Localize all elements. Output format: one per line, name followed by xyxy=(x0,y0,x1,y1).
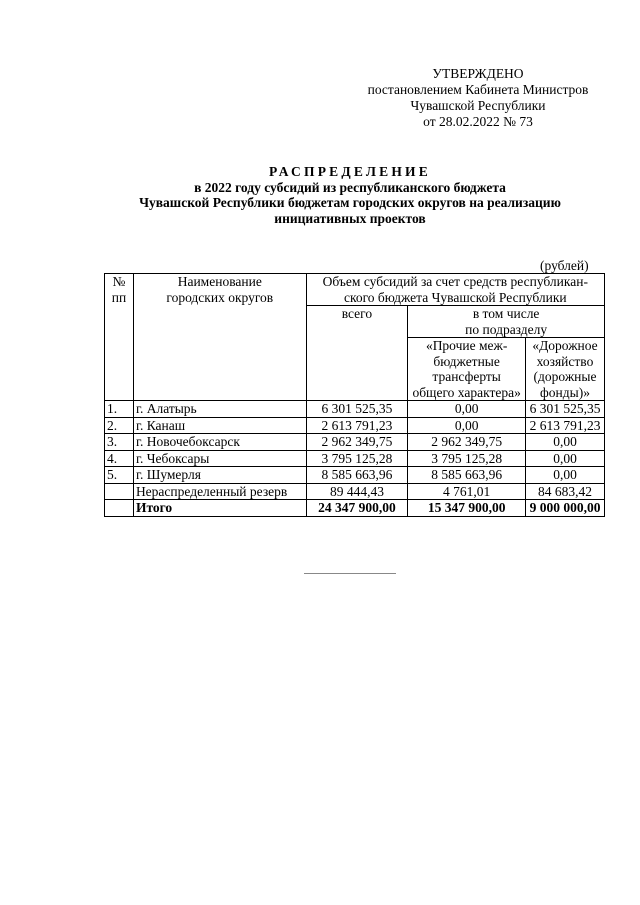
document-title xyxy=(100,164,600,226)
header-including xyxy=(408,306,605,338)
header-road-funds xyxy=(526,338,605,401)
cell-name: Нераспределенный резерв xyxy=(133,483,306,500)
title-heading: РАСПРЕДЕЛЕНИЕ xyxy=(269,164,431,179)
header-name xyxy=(133,274,306,401)
cell-total: 6 301 525,35 xyxy=(306,401,408,418)
header-road-line-4: фонды)» xyxy=(540,384,590,400)
header-road-line-2: хозяйство xyxy=(536,353,594,369)
header-including-line-1: в том числе xyxy=(472,306,540,321)
table-row xyxy=(105,401,605,418)
header-name-line-1: Наименование xyxy=(177,274,262,289)
header-other-line-1: «Прочие меж- xyxy=(425,338,508,353)
cell-name: г. Канаш xyxy=(133,417,306,434)
cell-road: 0,00 xyxy=(526,434,605,451)
header-other-line-4: общего характера» xyxy=(412,384,521,400)
approval-line-3: Чувашской Республики xyxy=(410,98,546,113)
title-line-1: в 2022 году субсидий из республиканского бюджета xyxy=(194,179,506,195)
cell-num: 3. xyxy=(105,434,134,451)
cell-num xyxy=(105,483,134,500)
cell-total: 24 347 900,00 xyxy=(306,500,408,517)
cell-num: 5. xyxy=(105,467,134,484)
title-line-2: Чувашской Республики бюджетам городских округов на реализацию xyxy=(139,195,561,210)
table-row xyxy=(105,450,605,467)
end-divider xyxy=(304,573,396,574)
cell-other: 8 585 663,96 xyxy=(408,467,526,484)
header-num xyxy=(105,274,134,401)
header-volume-line-1: Объем субсидий за счет средств республикан- xyxy=(322,274,588,289)
approval-stamp xyxy=(352,66,604,130)
header-road-line-1: «Дорожное xyxy=(532,338,598,353)
cell-total: 3 795 125,28 xyxy=(306,450,408,467)
cell-num: 2. xyxy=(105,417,134,434)
cell-other: 2 962 349,75 xyxy=(408,434,526,451)
header-other-transfers xyxy=(408,338,526,401)
header-road-line-3: (дорожные xyxy=(533,369,597,384)
table-row xyxy=(105,483,605,500)
approval-line-1: УТВЕРЖДЕНО xyxy=(432,66,524,81)
cell-name: г. Алатырь xyxy=(133,401,306,418)
cell-road: 2 613 791,23 xyxy=(526,417,605,434)
header-total: всего xyxy=(306,306,408,401)
cell-num: 4. xyxy=(105,450,134,467)
table-row xyxy=(105,434,605,451)
header-num-line-1: № xyxy=(112,274,126,289)
cell-name: Итого xyxy=(133,500,306,517)
cell-other: 3 795 125,28 xyxy=(408,450,526,467)
cell-road: 0,00 xyxy=(526,467,605,484)
header-num-line-2: пп xyxy=(111,289,127,305)
subsidy-table xyxy=(104,273,605,517)
cell-name: г. Шумерля xyxy=(133,467,306,484)
header-including-line-2: по подразделу xyxy=(465,321,548,337)
units-label: (рублей) xyxy=(540,258,589,273)
cell-num: 1. xyxy=(105,401,134,418)
cell-other: 0,00 xyxy=(408,417,526,434)
header-volume-line-2: ского бюджета Чувашской Республики xyxy=(343,289,567,305)
cell-name: г. Новочебоксарск xyxy=(133,434,306,451)
cell-other: 4 761,01 xyxy=(408,483,526,500)
cell-num xyxy=(105,500,134,517)
table-row xyxy=(105,417,605,434)
cell-road: 9 000 000,00 xyxy=(526,500,605,517)
header-name-line-2: городских округов xyxy=(166,289,274,305)
cell-total: 89 444,43 xyxy=(306,483,408,500)
cell-road: 84 683,42 xyxy=(526,483,605,500)
cell-road: 6 301 525,35 xyxy=(526,401,605,418)
cell-total: 8 585 663,96 xyxy=(306,467,408,484)
header-row xyxy=(105,274,605,306)
cell-road: 0,00 xyxy=(526,450,605,467)
cell-total: 2 962 349,75 xyxy=(306,434,408,451)
approval-line-4: от 28.02.2022 № 73 xyxy=(423,114,533,129)
title-line-3: инициативных проектов xyxy=(274,210,426,226)
header-other-line-2: бюджетные xyxy=(433,353,500,369)
table-row xyxy=(105,467,605,484)
cell-other: 15 347 900,00 xyxy=(408,500,526,517)
cell-other: 0,00 xyxy=(408,401,526,418)
approval-line-2: постановлением Кабинета Министров xyxy=(367,82,589,97)
cell-total: 2 613 791,23 xyxy=(306,417,408,434)
header-volume xyxy=(306,274,604,306)
cell-name: г. Чебоксары xyxy=(133,450,306,467)
total-row xyxy=(105,500,605,517)
header-other-line-3: трансферты xyxy=(432,369,501,384)
